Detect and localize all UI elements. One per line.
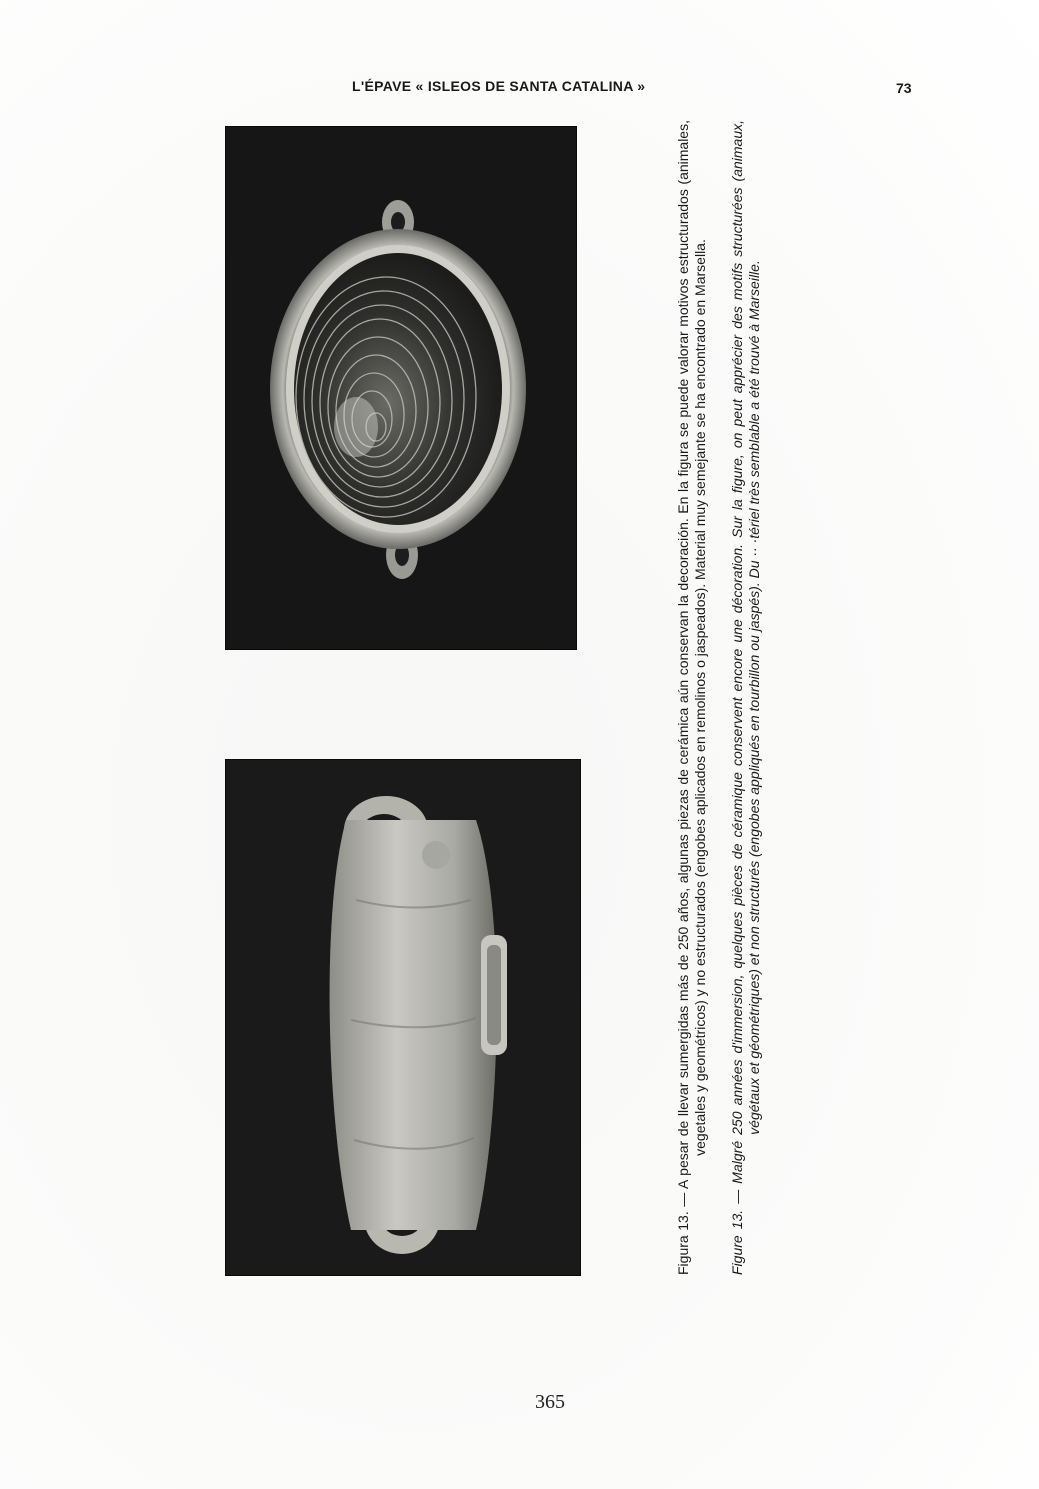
bowl-top-view-image bbox=[226, 127, 576, 649]
bowl-side-view-image bbox=[226, 760, 580, 1275]
running-title: L'ÉPAVE « ISLEOS DE SANTA CATALINA » bbox=[352, 78, 646, 94]
figure-caption bbox=[675, 120, 763, 1275]
page-number: 73 bbox=[896, 80, 912, 96]
photo-bowl-top-view bbox=[226, 127, 576, 649]
footer-page-number: 365 bbox=[535, 1391, 565, 1413]
photo-bowl-side-view bbox=[226, 760, 580, 1275]
caption-spanish: Figura 13. — A pesar de llevar sumergidas más de 250 años, algunas piezas de cerámica aún conservan la decoración. En la figura se puede valorar motivos estructurados (animales, vegetales y geométricos) y no estructurados (engobes aplicados en remolinos o jaspeados). Material muy semejante se ha encontrado en Marsella. bbox=[675, 120, 708, 1275]
caption-french: Figure 13. — Malgré 250 années d'immersion, quelques pièces de céramique conservent encore une décoration. Sur la figure, on peut apprécier des motifs structurées (animaux, végétaux et géométriques) et non structurés (engobes appliqués en tourbillon ou jaspés). Du ·· ·tériel très semblable a été trouvé à Marseille. bbox=[729, 120, 762, 1275]
